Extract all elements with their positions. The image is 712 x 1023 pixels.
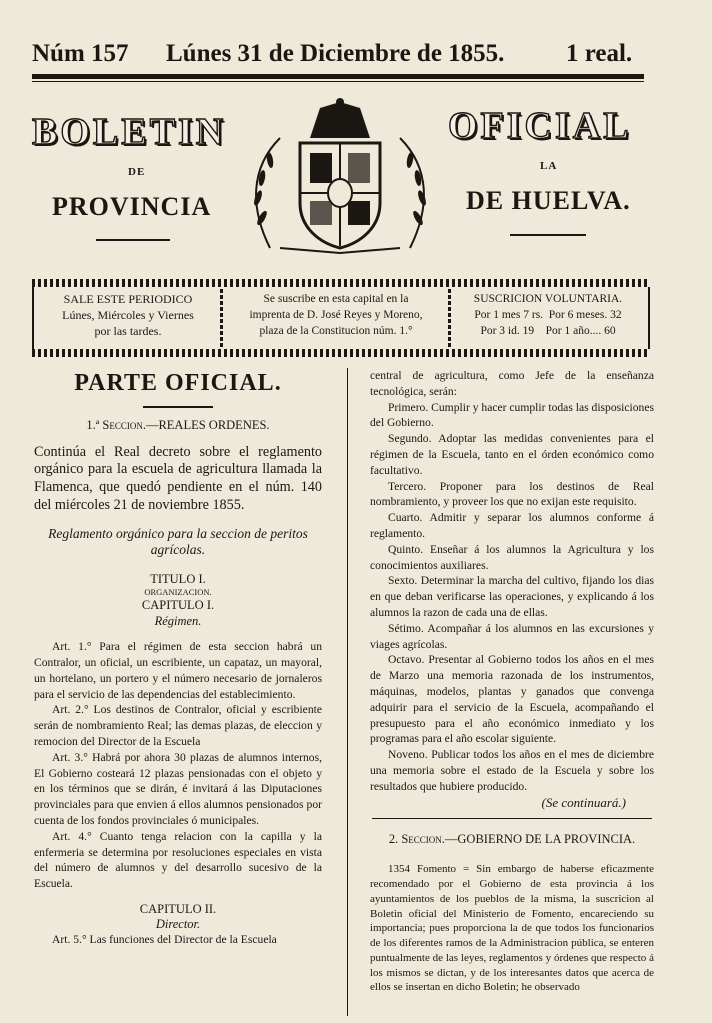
item-sexto: Sexto. Determinar la marcha del cultivo, fijando los dias en que deban verificarse las operaciones, y explicando á los alumnos la razon de cada una de ellas. [370,574,654,619]
art-2: Art. 2.° Los destinos de Contralor, oficial y escribiente serán de nombramiento Real; las demas plazas, de eleccion y remocion del Director de la Escuela [34,703,322,748]
art-4: Art. 4.° Cuanto tenga relacion con la capilla y la enfermeria se determina por resoluciones especiales en vista del número de alumnos y del desarrollo sucesivo de la Escuela. [34,829,322,891]
item-tercero: Tercero. Proponer para los destinos de Real nombramiento, y proveer los que no exijan este requisito. [370,479,654,509]
item-octavo: Octavo. Presentar al Gobierno todos los años en el mes de Marzo una memoria razonada de los instrumentos, máquinas, modelos, plantas y ganados que convenga adquirir para el servicio de la Escuela, acompañando el presupuesto para el año económico inmediato y los programas para el año escolar siguiente. [370,653,654,746]
masthead-oficial: OFICIAL [448,105,632,147]
fomento-paragraph: 1354 Fomento = Sin embargo de haberse eficazmente recomendado por el Gobierno de esta provincia á los ayuntamientos de los pueblos de la misma, la suscricion al Boletin oficial del Ministerio de Fomento, encareciendo su importancia; pues proporciona la de que todos los funcionarios de los diferentes ramos de la Administracion pública, se enteren puntualmente de las leyes, reglamentos y órdenes que respecto á los mismos se dictan, y de los interesantes datos que acerca de ellos se insertan en dicho Boletin; he observado [370,863,654,994]
intro-paragraph: Continúa el Real decreto sobre el reglamento orgánico para la escuela de agricultura llamada la Flamenca, que quedó pendiente en el núm. 140 del miércoles 21 de noviembre 1855. [34,443,322,513]
box-left-line-3: por las tardes. [94,324,162,338]
box-left-line-2: Lúnes, Miércoles y Viernes [62,308,194,322]
parte-oficial-heading: PARTE OFICIAL. [74,370,282,396]
item-cuarto: Cuarto. Admitir y separar los alumnos conforme á reglamento. [370,511,654,540]
box-right-line-2: Por 1 mes 7 rs. Por 6 meses. 32 [474,309,622,321]
box-right-line-3: Por 3 id. 19 Por 1 año.... 60 [480,325,616,337]
masthead-boletin: BOLETIN [32,111,227,153]
box-middle-line-3: plaza de la Constitucion núm. 1.° [259,325,413,337]
titulo-1: TITULO I. [150,572,206,587]
ornament-left [96,239,170,241]
capitulo-1: CAPITULO I. [141,598,215,613]
issue-number: Núm 157 [32,40,129,67]
capitulo-2: CAPITULO II. [139,901,217,916]
masthead-provincia: PROVINCIA [52,192,212,221]
header-rule [32,74,644,79]
left-column [34,366,322,948]
art-5: Art. 5.° Las funciones del Director de la Escuela [52,932,277,946]
box-middle-line-1: Se suscribe en esta capital en la [263,293,409,305]
heading-ornament [143,406,213,408]
box-left-line-1: SALE ESTE PERIODICO [63,292,193,306]
issue-date: Lúnes 31 de Diciembre de 1855. [166,40,505,67]
item-primero: Primero. Cumplir y hacer cumplir todas las disposiciones del Gobierno. [370,400,654,430]
art-3: Art. 3.° Habrá por ahora 30 plazas de alumnos internos, El Gobierno costeará 12 plazas pensionadas con el objeto y en los términos que se dirán, é invitará á las Diputaciones provinciales para que envien á ellos alumnos pensionados por cuenta de los fondos provinciales ó municipales. [34,750,322,827]
box-right-line-1: SUSCRICION VOLUNTARIA. [473,293,623,305]
director: Director. [155,916,201,931]
section-1-title: 1.ª Seccion.—REALES ORDENES. [86,418,270,432]
coat-of-arms-icon [240,98,440,258]
right-column [370,368,654,995]
issue-price: 1 real. [566,40,633,67]
item-setimo: Sétimo. Acompañar á los alumnos en las excursiones y viages agrícolas. [370,621,654,651]
subscription-box [32,279,650,357]
item-noveno: Noveno. Publicar todos los años en el mes de diciembre una memoria sobre el estado de la Escuela y sobre los resultados que hubiere producido. [370,748,654,793]
organizacion: ORGANIZACION. [144,587,212,598]
right-continuation: central de agricultura, como Jefe de la enseñanza tecnológica, serán: [370,369,654,398]
ornament-right [510,234,586,236]
reglamento-title: Reglamento orgánico para la seccion de peritos agrícolas. [48,526,308,558]
column-divider [347,368,348,1016]
se-continuara: (Se continuará.) [541,794,626,810]
section-2-title: 2. Seccion.—GOBIERNO DE LA PROVINCIA. [388,832,636,847]
box-middle-line-2: imprenta de D. José Reyes y Moreno, [249,309,423,321]
masthead-huelva: DE HUELVA. [466,186,631,215]
header-rule-thin [32,81,644,82]
masthead-la: LA [540,160,558,172]
item-segundo: Segundo. Adoptar las medidas convenientes para el régimen de la Escuela, tanto en el órden económico como facultativo. [370,432,654,477]
art-1: Art. 1.° Para el régimen de esta seccion habrá un Contralor, un oficial, un escribiente, un capataz, un mayoral, un hortelano, un portero y el número necesario de jornaleros para el servicio de las dependencias del establecimiento. [34,640,322,701]
regimen: Régimen. [154,614,202,629]
item-quinto: Quinto. Enseñar á los alumnos la Agricultura y los conocimientos auxiliares. [370,542,654,572]
masthead-de: DE [128,166,146,178]
